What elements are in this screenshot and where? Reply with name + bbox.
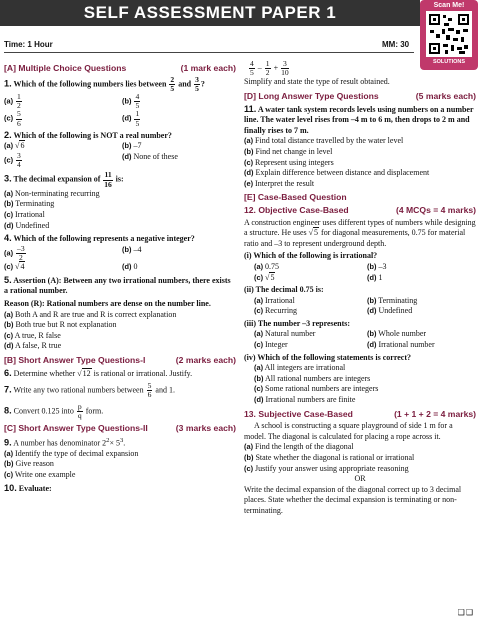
q13-or: OR (354, 474, 366, 484)
q13-intro: A school is constructing a square playground of side 1 m for a model. The diagonal is calculated for placing a rope across it. (244, 421, 453, 441)
q11-option-c: (c) Represent using integers (244, 157, 334, 167)
q12-i-options: (a) 0.75 (b) –3 (c) √5 (d) 1 (254, 261, 387, 282)
q3-option-d: (d) Undefined (4, 220, 50, 230)
q12-heading: 12. Objective Case-Based (4 MCQs = 4 marks) (244, 204, 476, 215)
max-marks-label: MM: 30 (382, 40, 410, 49)
q2-options: (a) √6 (b) –7 (c) $\frac{3}{4}$ (d) None of these (4, 141, 178, 170)
q5-option-d: (d) A false, R true (4, 341, 62, 351)
q12-intro: A construction engineer uses different types of numbers while designing a structure. He uses √5 for diagonal measurements, 0.75 for material ratio and –3 to represent underground depth. (244, 217, 476, 248)
q12-iv-option-b: (b) All rational numbers are integers (254, 373, 371, 383)
question-9: 9. A number has denominator $2^2\times 5^3$. (4, 436, 126, 448)
section-b-heading: [B] Short Answer Type Questions-I (2 marks each) (4, 354, 236, 365)
question-2: 2. Which of the following is NOT a real number? (4, 129, 172, 140)
q1-options: (a) $\frac{1}{2}$ (b) $\frac{4}{5}$ (c) $\frac{5}{6}$ (d) $\frac{1}{5}$ (4, 92, 140, 128)
header-divider (4, 52, 414, 53)
q9-option-c: (c) Write one example (4, 469, 76, 479)
q5-option-a: (a) Both A and R are true and R is correct explanation (4, 309, 177, 319)
right-column (244, 60, 476, 517)
q12-iv-option-c: (c) Some rational numbers are integers (254, 384, 379, 394)
q13-option-c: (c) Justify your answer using appropriate reasoning (244, 463, 409, 473)
q10-expression: $\frac{4}{5}$ – $\frac{1}{2}$ + $\frac{3}{10}$ (250, 59, 289, 78)
section-a-heading: [A] Multiple Choice Questions (1 mark each) (4, 63, 236, 73)
paper-title-banner: SELF ASSESSMENT PAPER 1 (0, 0, 420, 26)
qr-solutions-label: SOLUTIONS (432, 59, 466, 65)
q13-alternative: Write the decimal expansion of the diagonal correct up to 3 decimal places. State whether the decimal expansion is terminating or non-terminating. (244, 484, 462, 515)
q12-ii-options: (a) Irrational (b) Terminating (c) Recurring (d) Undefined (254, 295, 418, 316)
q4-options: (a) $\frac{-3}{2}$ (b) –4 (c) √4 (d) 0 (4, 243, 142, 272)
q13-option-a: (a) Find the length of the diagonal (244, 442, 354, 452)
q13-option-b: (b) State whether the diagonal is rational or irrational (244, 453, 415, 462)
page-corner-marks: ❑❑ (457, 608, 474, 617)
question-8: 8. Convert 0.125 into $\frac{p}{q}$ form. (4, 401, 104, 420)
qr-scan-label: Scan Me! (433, 2, 465, 9)
q13-heading: 13. Subjective Case-Based (1 + 1 + 2 = 4 marks) (244, 408, 476, 419)
q12-iv-option-d: (d) Irrational numbers are finite (254, 395, 356, 405)
q3-option-a: (a) Non-terminating recurring (4, 188, 100, 198)
question-5: 5. Assertion (A): Between any two irrational numbers, there exists a rational number. (4, 274, 231, 296)
q9-option-b: (b) Give reason (4, 459, 54, 469)
q5-option-b: (b) Both true but R not explanation (4, 320, 117, 330)
q9-option-a: (a) Identify the type of decimal expansion (4, 448, 139, 458)
question-7: 7. Write any two rational numbers between $\frac{5}{6}$ and 1. (4, 381, 175, 400)
qr-code-icon (426, 11, 472, 57)
section-c-heading: [C] Short Answer Type Questions-II (3 marks each) (4, 422, 236, 433)
question-4: 4. Which of the following represents a negative integer? (4, 233, 195, 244)
question-10: 10. Evaluate: (4, 482, 52, 493)
q12-part-ii: (ii) The decimal 0.75 is: (244, 285, 324, 295)
section-d-heading: [D] Long Answer Type Questions (5 marks each) (244, 91, 476, 101)
q11-option-a: (a) Find total distance travelled by the water level (244, 136, 404, 146)
q12-iii-options: (a) Natural number (b) Whole number (c) Integer (d) Irrational number (254, 329, 435, 350)
q12-part-i: (i) Which of the following is irrational? (244, 251, 378, 261)
q12-part-iii: (iii) The number –3 represents: (244, 318, 351, 328)
q3-option-b: (b) Terminating (4, 199, 55, 209)
question-3: 3. The decimal expansion of $\frac{11}{16}$ is: (4, 170, 124, 189)
q5-reason: Reason (R): Rational numbers are dense on the number line. (4, 298, 211, 308)
left-column (4, 60, 236, 494)
q5-option-c: (c) A true, R false (4, 330, 61, 340)
question-6: 6. Determine whether √12 is rational or irrational. Justify. (4, 367, 193, 378)
question-11: 11. A water tank system records levels using numbers on a number line. The water level rises from –4 m to 6 m, then drops to 2 m and finally rises to 7 m. (244, 103, 474, 135)
q10-instruction: Simplify and state the type of result obtained. (244, 77, 390, 87)
q11-option-d: (d) Explain difference between distance and displacement (244, 168, 430, 178)
q12-iv-option-a: (a) All integers are irrational (254, 363, 346, 373)
question-1: 1. Which of the following numbers lies between $\frac{2}{5}$ and $\frac{3}{5}$ ? (4, 74, 205, 93)
q3-option-c: (c) Irrational (4, 210, 45, 219)
q12-part-iv: (iv) Which of the following statements is correct? (244, 352, 412, 362)
q11-option-e: (e) Interpret the result (244, 178, 315, 188)
section-e-heading: [E] Case-Based Question (244, 192, 347, 203)
time-label: Time: 1 Hour (4, 40, 53, 49)
q11-option-b: (b) Find net change in level (244, 146, 333, 156)
